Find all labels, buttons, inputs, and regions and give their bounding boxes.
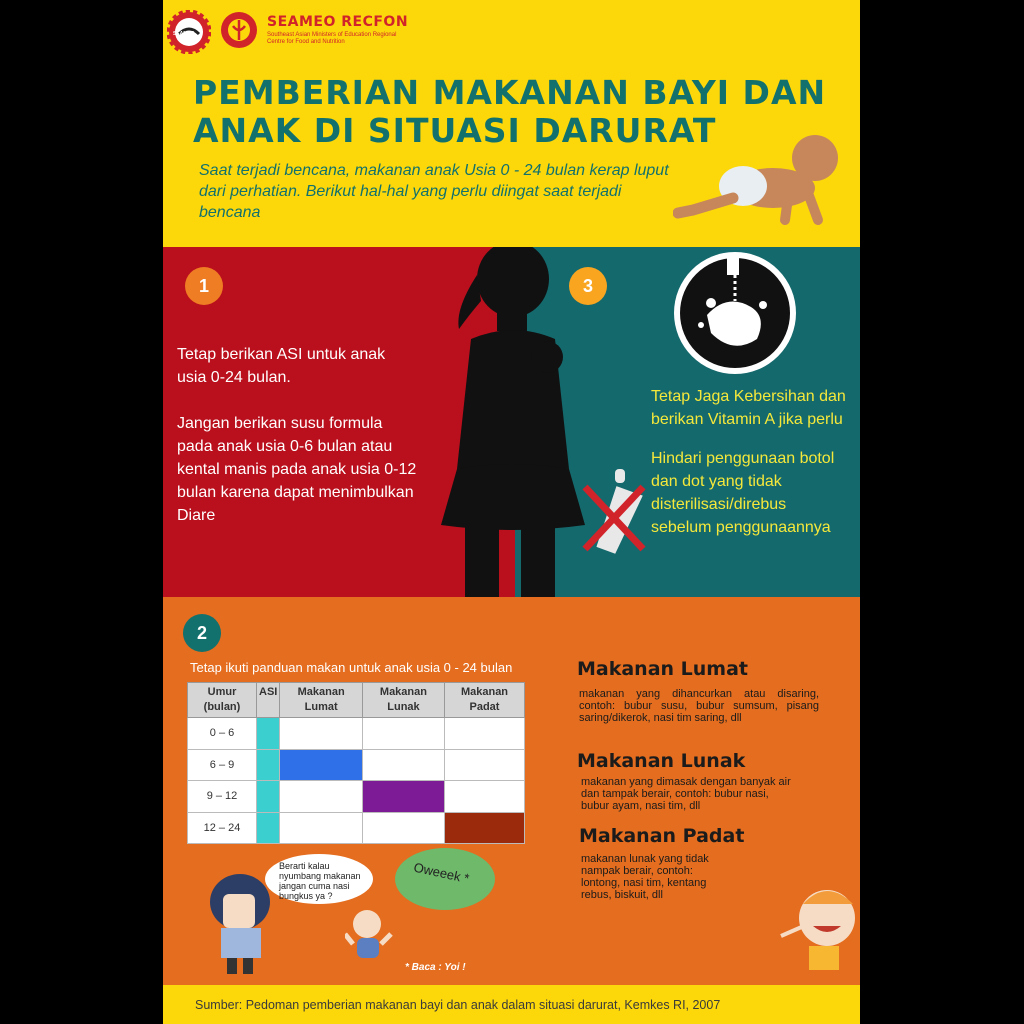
age-cell: 9 – 12: [188, 781, 257, 813]
padat-cell: [444, 781, 524, 813]
table-row: [188, 812, 525, 844]
table-row: [188, 781, 525, 813]
feeding-guide-caption: Tetap ikuti panduan makan untuk anak usia 0 - 24 bulan: [190, 660, 513, 675]
cartoon-girl-illustration: [207, 872, 277, 976]
lumat-cell: [280, 812, 363, 844]
speech-bubble-person: [265, 854, 373, 904]
handwashing-icon: [671, 251, 799, 375]
table-row: [188, 749, 525, 781]
page-title: PEMBERIAN MAKANAN BAYI DAN ANAK DI SITUASI DARURAT: [193, 73, 827, 150]
lunak-cell: [362, 812, 444, 844]
asi-cell: [257, 749, 280, 781]
col-age: Umur (bulan): [188, 683, 257, 718]
asi-cell: [257, 812, 280, 844]
lumat-cell: [280, 749, 363, 781]
org-subtitle: Southeast Asian Ministers of Education Regional Centre for Food and Nutrition: [267, 32, 397, 45]
table-row: [188, 718, 525, 750]
padat-cell: [444, 749, 524, 781]
section1-formula-warning: Jangan berikan susu formula pada anak usia 0-6 bulan atau kental manis pada anak usia 0-12 bulan karena dapat menimbulkan Diare: [177, 415, 417, 524]
speech-bubble-person-text: Berarti kalau nyumbang makanan jangan cuma nasi bungkus ya ?: [279, 861, 361, 901]
lumat-description: makanan yang dihancurkan atau disaring, contoh: bubur susu, bubur sumsum, pisang saring/dikerok, nasi tim saring, dll: [579, 688, 819, 724]
section1-asi-text: Tetap berikan ASI untuk anak usia 0-24 bulan.: [177, 346, 386, 386]
speech-bubble-baby: [395, 848, 495, 910]
intro-text: Saat terjadi bencana, makanan anak Usia 0 - 24 bulan kerap luput dari perhatian. Berikut hal-hal yang perlu diingat saat terjadi bencana: [199, 162, 669, 221]
col-asi: ASI: [257, 683, 280, 718]
asi-cell: [257, 718, 280, 750]
col-lumat: Makanan Lumat: [280, 683, 363, 718]
eating-boy-illustration: [779, 886, 860, 972]
padat-description: makanan lunak yang tidak nampak berair, contoh: lontong, nasi tim, kentang rebus, biskuit, dll: [581, 853, 709, 901]
speech-bubble-baby-text: Oweeek *: [412, 859, 471, 887]
hygiene-vitamin-text: Tetap Jaga Kebersihan dan berikan Vitamin A jika perlu: [651, 388, 846, 428]
lunak-heading: Makanan Lunak: [577, 750, 746, 772]
lunak-description: makanan yang dimasak dengan banyak air dan tampak berair, contoh: bubur nasi, bubur ayam, nasi tim, dll: [581, 776, 791, 812]
lumat-cell: [280, 781, 363, 813]
lunak-cell: [362, 781, 444, 813]
lunak-cell: [362, 749, 444, 781]
step-3-badge: 3: [569, 267, 607, 305]
crossed-bottle-icon: [581, 465, 651, 557]
section1-text: [177, 343, 417, 527]
crying-baby-illustration: [345, 906, 393, 972]
header-section: [163, 0, 860, 247]
source-citation: Sumber: Pedoman pemberian makanan bayi dan anak dalam situasi darurat, Kemkes RI, 2007: [195, 998, 721, 1012]
age-cell: 12 – 24: [188, 812, 257, 844]
asi-cell: [257, 781, 280, 813]
lumat-cell: [280, 718, 363, 750]
step-1-badge: 1: [185, 267, 223, 305]
infographic-poster: [163, 0, 860, 1024]
bottle-warning-text: Hindari penggunaan botol dan dot yang tidak disterilisasi/direbus sebelum penggunaannya: [651, 450, 835, 536]
seameo-logo-text: SEAMEO: [173, 31, 195, 37]
age-cell: 6 – 9: [188, 749, 257, 781]
crawling-baby-illustration: [673, 128, 848, 238]
lunak-cell: [362, 718, 444, 750]
section3-text: [651, 385, 851, 539]
padat-cell: [444, 812, 524, 844]
padat-heading: Makanan Padat: [579, 825, 745, 847]
baca-note: * Baca : Yoi !: [405, 962, 466, 973]
feeding-schedule-table: [187, 682, 525, 844]
padat-cell: [444, 718, 524, 750]
lumat-heading: Makanan Lumat: [577, 658, 749, 680]
col-lunak: Makanan Lunak: [362, 683, 444, 718]
recfon-logo: [219, 10, 259, 52]
org-name: SEAMEO RECFON: [267, 14, 409, 30]
step-2-badge: 2: [183, 614, 221, 652]
age-cell: 0 – 6: [188, 718, 257, 750]
col-padat: Makanan Padat: [444, 683, 524, 718]
